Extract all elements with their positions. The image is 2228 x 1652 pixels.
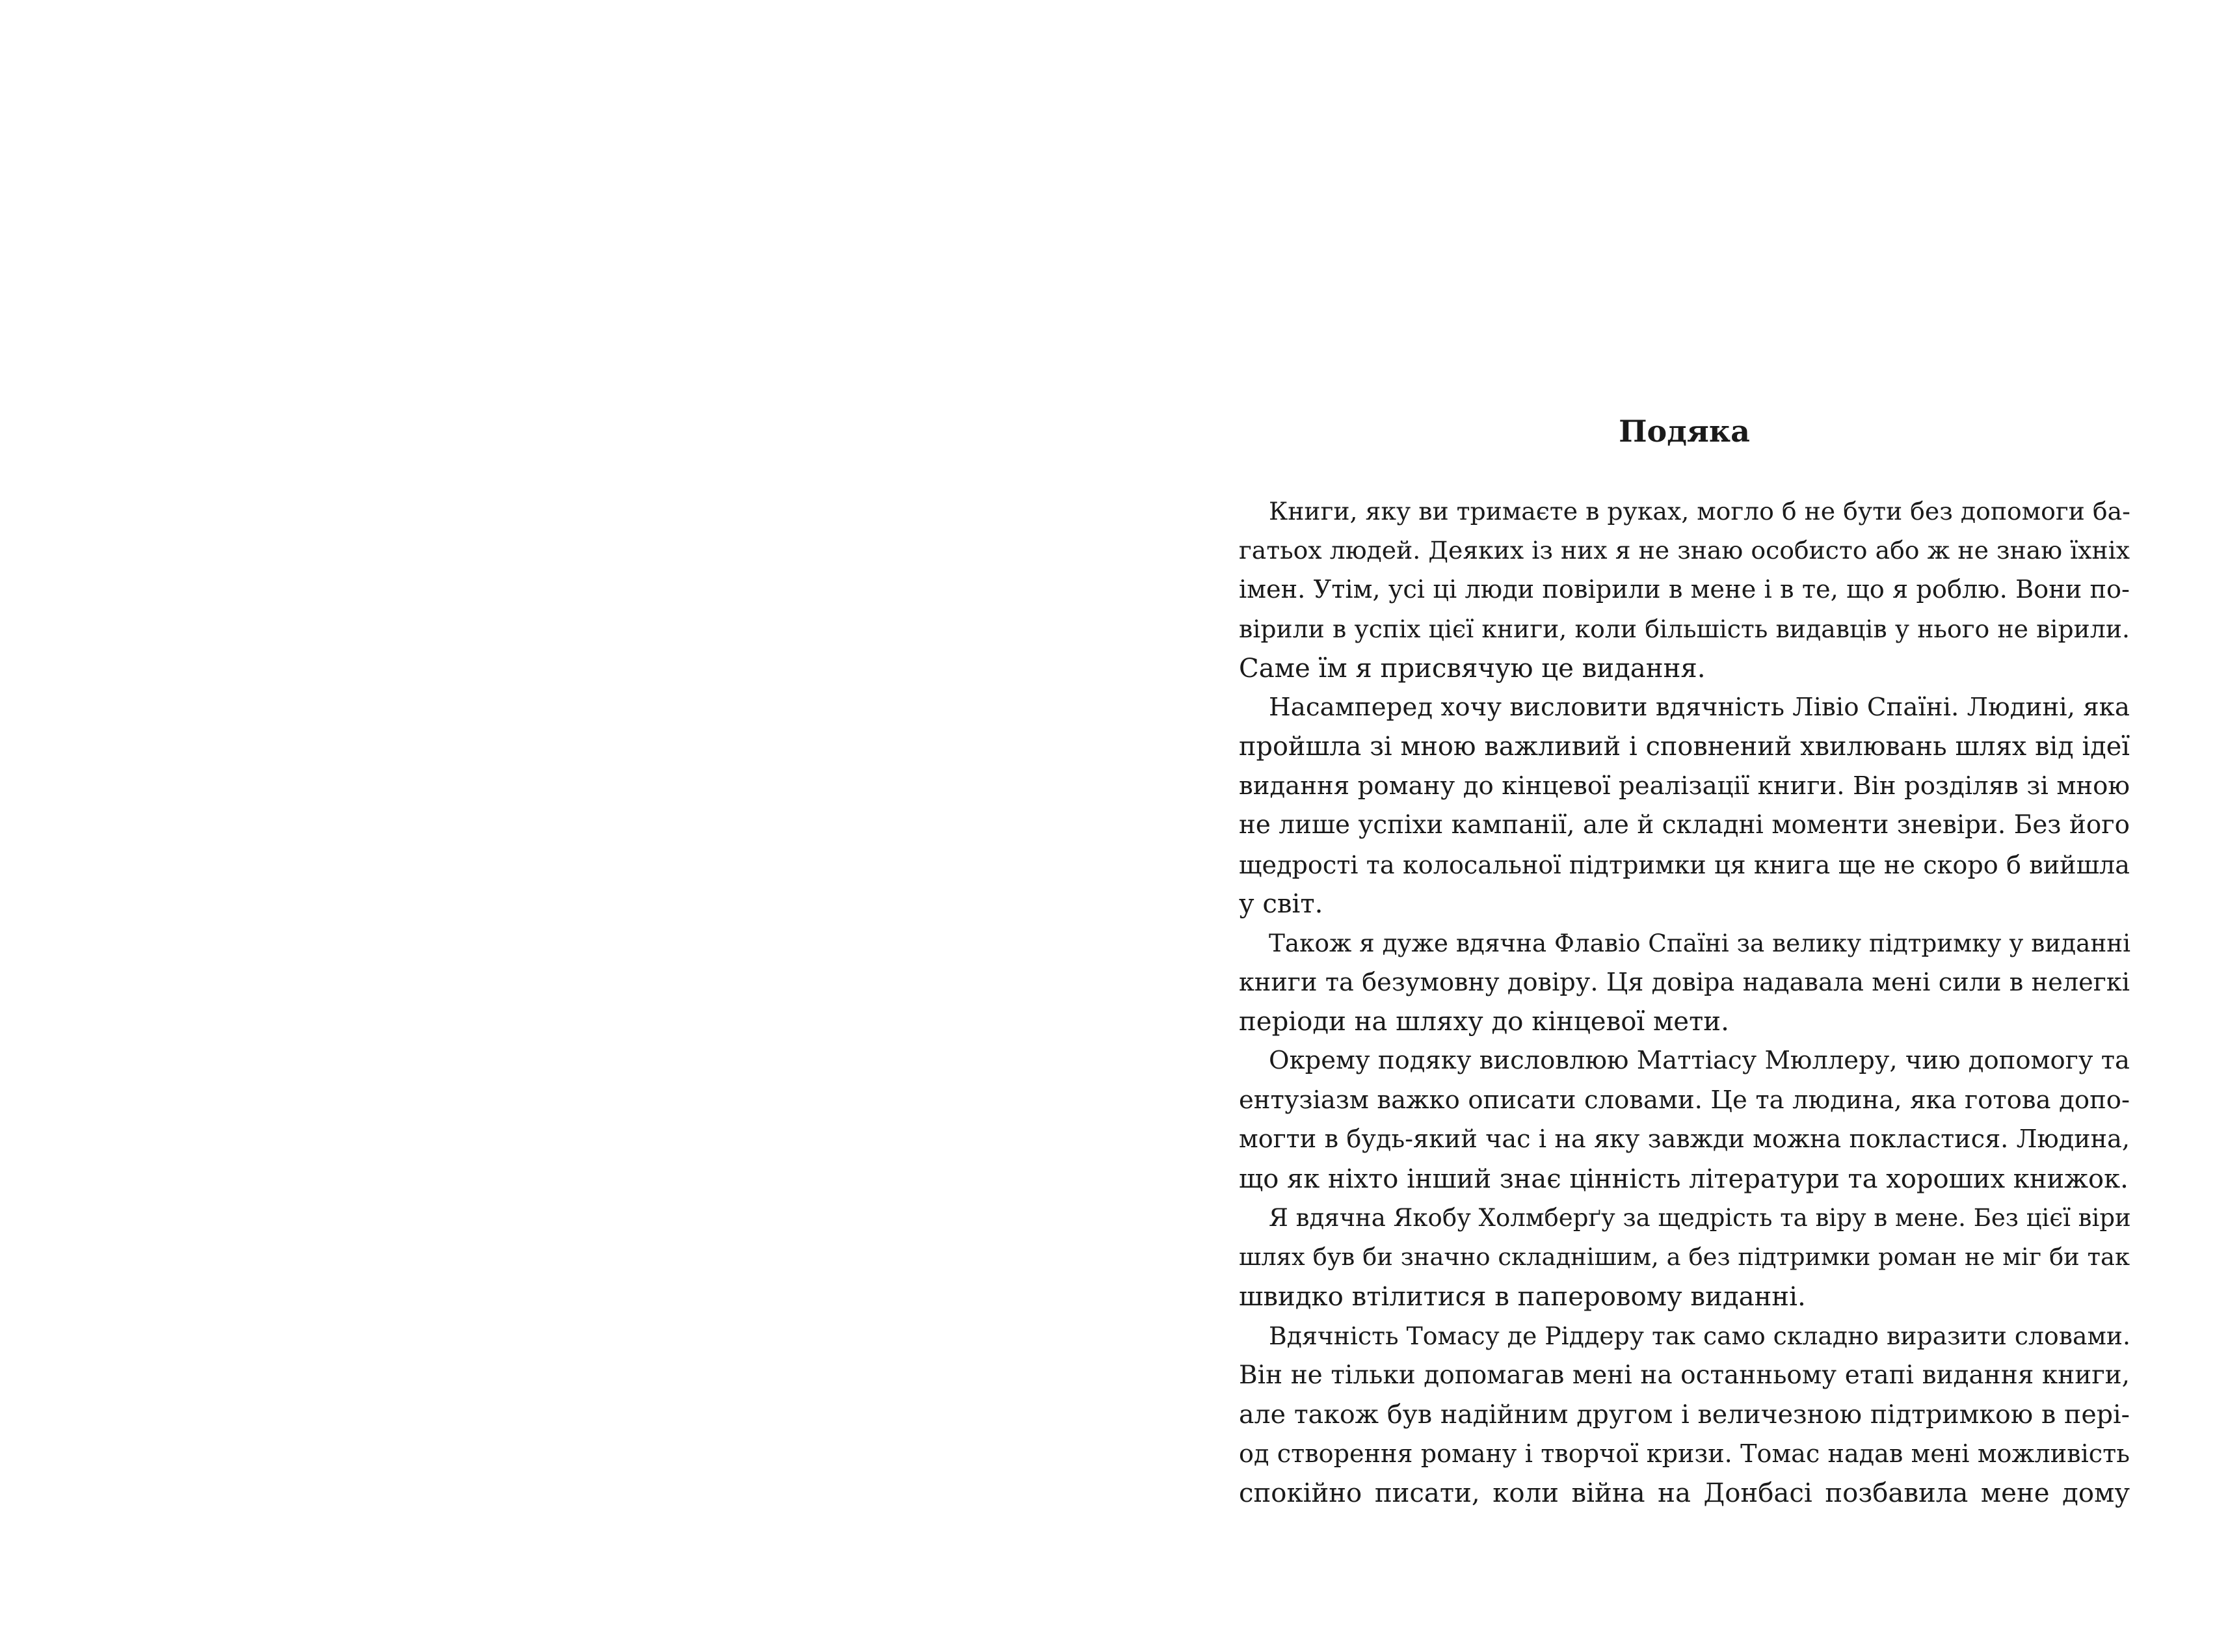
- text-line: що як ніхто інший знає цінність літератури та хороших книжок.: [1239, 1164, 2129, 1194]
- text-line: Він не тільки допомагав мені на останньому етапі видання книги,: [1239, 1360, 2130, 1390]
- text-line: видання роману до кінцевої реалізації книги. Він розділяв зі мною: [1239, 771, 2130, 801]
- text-line: Насамперед хочу висловити вдячність Лівіо Спаїні. Людині, яка: [1269, 692, 2130, 722]
- text-line: ентузіазм важко описати словами. Це та людина, яка готова допо-: [1239, 1085, 2130, 1115]
- text-line: спокійно писати, коли війна на Донбасі позбавила мене дому: [1239, 1478, 2130, 1508]
- text-line: імен. Утім, усі ці люди повірили в мене і в те, що я роблю. Вони по-: [1239, 574, 2130, 604]
- text-line: Вдячність Томасу де Ріддеру так само складно виразити словами.: [1269, 1322, 2131, 1351]
- text-line: шлях був би значно складнішим, а без підтримки роман не міг би так: [1239, 1243, 2130, 1272]
- acknowledgements-text: [1239, 492, 2130, 1513]
- text-line: щедрості та колосальної підтримки ця книга ще не скоро б вийшла: [1239, 850, 2130, 879]
- text-line: од створення роману і творчої кризи. Томас надав мені можливість: [1239, 1439, 2130, 1469]
- text-line: Я вдячна Якобу Холмберґу за щедрість та віру в мене. Без цієї віри: [1269, 1204, 2131, 1232]
- text-line: Книги, яку ви тримаєте в руках, могло б не бути без допомоги ба-: [1269, 497, 2130, 526]
- text-line: періоди на шляху до кінцевої мети.: [1239, 1007, 1729, 1037]
- text-line: книги та безумовну довіру. Ця довіра надавала мені сили в нелегкі: [1239, 967, 2130, 997]
- text-line: але також був надійним другом і величезною підтримкою в пері-: [1239, 1399, 2130, 1430]
- text-line: у світ.: [1239, 888, 1323, 919]
- text-line: не лише успіхи кампанії, але й складні моменти зневіри. Без його: [1239, 810, 2130, 840]
- text-line: пройшла зі мною важливий і сповнений хвилювань шлях від ідеї: [1239, 732, 2130, 762]
- text-line: Також я дуже вдячна Флавіо Спаїні за велику підтримку у виданні: [1269, 929, 2131, 958]
- text-line: Окрему подяку висловлюю Маттіасу Мюллеру, чию допомогу та: [1269, 1046, 2130, 1076]
- text-line: швидко втілитися в паперовому виданні.: [1239, 1281, 1806, 1312]
- page-title: Подяка: [1619, 414, 1750, 449]
- text-line: гатьох людей. Деяких із них я не знаю особисто або ж не знаю їхніх: [1239, 536, 2130, 565]
- text-line: Саме їм я присвячую це видання.: [1239, 653, 1706, 684]
- text-line: могти в будь-який час і на яку завжди можна покластися. Людина,: [1239, 1125, 2130, 1154]
- text-line: вірили в успіх цієї книги, коли більшість видавців у нього не вірили.: [1239, 615, 2130, 644]
